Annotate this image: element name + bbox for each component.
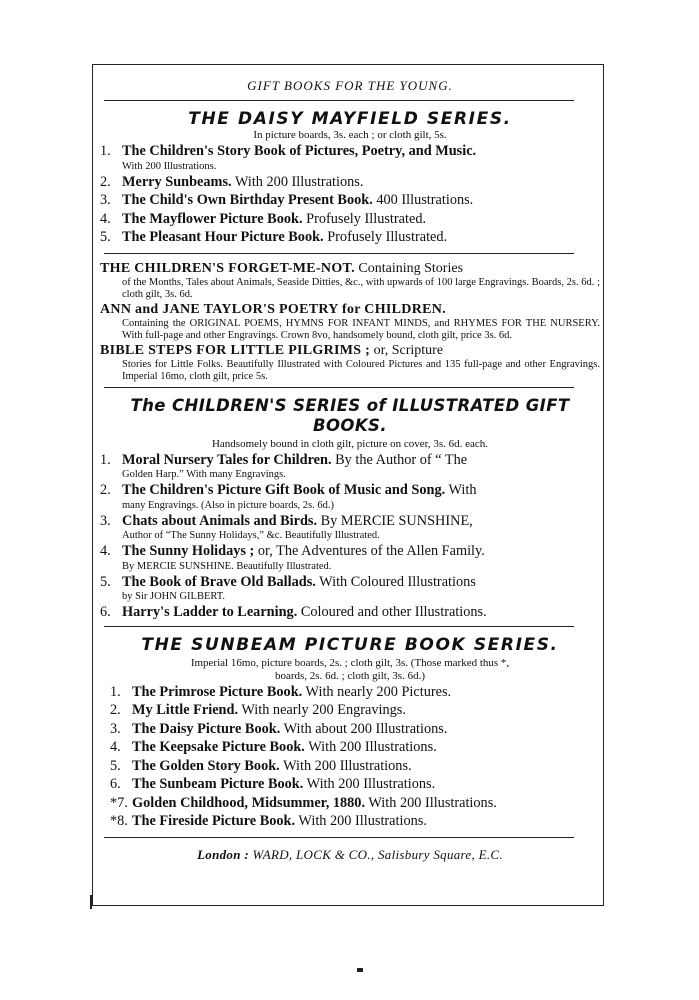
- item-description: Profusely Illustrated.: [327, 229, 448, 245]
- item-title: The Sunbeam Picture Book.: [132, 776, 304, 792]
- item-number: *8.: [110, 813, 128, 829]
- item-title: The Children's Picture Gift Book of Music and Song.: [122, 482, 446, 498]
- list-item: [100, 573, 600, 592]
- item-number: 4.: [100, 210, 111, 227]
- list-item: [110, 701, 600, 720]
- item-number: 1.: [100, 143, 111, 159]
- page-header: GIFT BOOKS FOR THE YOUNG.: [247, 78, 453, 93]
- childrens-series-list: [100, 451, 600, 622]
- item-number: 3.: [100, 512, 111, 529]
- item-number: 5.: [100, 229, 111, 245]
- list-item: [100, 603, 600, 622]
- item-number: 3.: [100, 192, 111, 208]
- item-title: The Pleasant Hour Picture Book.: [122, 229, 324, 245]
- item-note: By MERCIE SUNSHINE. Beautifully Illustrated.: [122, 560, 332, 572]
- item-description: With 200 Illustrations.: [234, 173, 364, 190]
- sunbeam-series-price: Imperial 16mo, picture boards, 2s. ; cloth gilt, 3s. (Those marked thus *,: [190, 656, 510, 669]
- item-description: With 200 Illustrations.: [308, 739, 437, 755]
- book-title: THE CHILDREN'S FORGET-ME-NOT.: [100, 260, 355, 276]
- list-item: [100, 481, 600, 500]
- book-description: Containing Stories: [358, 260, 464, 276]
- item-number: 2.: [110, 702, 121, 718]
- item-title: The Child's Own Birthday Present Book.: [122, 192, 373, 208]
- childrens-series-title: The CHILDREN'S SERIES of ILLUSTRATED GIFT BOOKS.: [130, 395, 570, 435]
- item-note: many Engravings. (Also in picture boards, 2s. 6d.): [122, 499, 335, 511]
- book-note: Stories for Little Folks. Beautifully Illustrated with Coloured Pictures and 135 full-page and other Engravings. Imperial 16mo, cloth gilt, price 5s.: [122, 358, 600, 382]
- list-item: [110, 775, 600, 794]
- book-note: Containing the ORIGINAL POEMS, HYMNS FOR INFANT MINDS, and RHYMES FOR THE NURSERY. With full-page and other Engravings. Crown 8vo, handsomely bound, cloth gilt, price 3s. 6d.: [122, 317, 600, 341]
- list-item: [100, 228, 600, 247]
- sunbeam-series-title: THE SUNBEAM PICTURE BOOK SERIES.: [141, 634, 559, 655]
- list-item: [110, 683, 600, 702]
- list-item: [100, 512, 600, 531]
- list-item: [100, 191, 600, 210]
- sunbeam-series-price-2: boards, 2s. 6d. ; cloth gilt, 3s. 6d.): [274, 669, 426, 682]
- page-edge-mark: [90, 895, 92, 909]
- sunbeam-series-list: [100, 683, 600, 831]
- list-item: [110, 738, 600, 757]
- book-description: or, Scripture: [373, 342, 444, 358]
- item-title: The Fireside Picture Book.: [132, 813, 296, 829]
- item-title: The Keepsake Picture Book.: [132, 739, 305, 755]
- imprint-publisher: WARD, LOCK & CO., Salisbury Square, E.C.: [252, 846, 503, 862]
- list-item: [100, 210, 600, 229]
- item-description: With about 200 Illustrations.: [283, 720, 448, 737]
- item-title: The Golden Story Book.: [132, 757, 280, 774]
- item-number: 1.: [100, 451, 111, 468]
- item-number: *7.: [110, 794, 128, 811]
- item-title: Chats about Animals and Birds.: [122, 512, 318, 529]
- daisy-series-price: In picture boards, 3s. each ; or cloth gilt, 5s.: [253, 129, 447, 141]
- item-title: The Book of Brave Old Ballads.: [122, 573, 316, 590]
- item-number: 4.: [100, 543, 111, 559]
- item-description: With nearly 200 Engravings.: [241, 702, 406, 718]
- list-item: [110, 794, 600, 813]
- list-item: [100, 451, 600, 470]
- item-description: With: [448, 482, 477, 498]
- divider: [104, 387, 574, 388]
- item-number: 5.: [100, 573, 111, 590]
- item-description: With 200 Illustrations.: [283, 757, 412, 774]
- daisy-series-title: THE DAISY MAYFIELD SERIES.: [188, 109, 512, 129]
- divider: [104, 626, 574, 627]
- advertisement-page: [100, 66, 600, 863]
- list-item: [100, 542, 600, 561]
- item-number: 2.: [100, 482, 111, 498]
- item-description: or, The Adventures of the Allen Family.: [257, 543, 485, 559]
- book-title: BIBLE STEPS FOR LITTLE PILGRIMS ;: [100, 342, 371, 358]
- item-note: With 200 Illustrations.: [122, 160, 217, 172]
- item-title: The Primrose Picture Book.: [132, 683, 303, 700]
- item-description: Coloured and other Illustrations.: [300, 604, 487, 620]
- item-title: The Mayflower Picture Book.: [122, 210, 303, 227]
- item-number: 2.: [100, 173, 111, 190]
- item-description: By the Author of “ The: [335, 451, 468, 468]
- item-description: With Coloured Illustrations: [319, 573, 476, 590]
- standalone-books: [100, 260, 600, 383]
- list-item: [110, 757, 600, 776]
- list-item: [100, 142, 600, 161]
- item-title: My Little Friend.: [132, 702, 239, 718]
- book-note: of the Months, Tales about Animals, Seaside Ditties, &c., with upwards of 100 large Engravings. Boards, 2s. 6d. ; cloth gilt, 3s. 6d.: [122, 276, 600, 300]
- item-number: 1.: [110, 683, 121, 700]
- item-number: 5.: [110, 757, 121, 774]
- list-item: [110, 720, 600, 739]
- item-description: By MERCIE SUNSHINE,: [320, 512, 473, 529]
- item-title: The Sunny Holidays ;: [122, 543, 255, 559]
- item-title: Moral Nursery Tales for Children.: [122, 451, 332, 468]
- item-description: 400 Illustrations.: [376, 192, 474, 208]
- item-number: 6.: [100, 604, 111, 620]
- item-title: Harry's Ladder to Learning.: [122, 604, 298, 620]
- item-title: The Children's Story Book of Pictures, Poetry, and Music.: [122, 143, 477, 159]
- item-number: 3.: [110, 720, 121, 737]
- item-note: by Sir JOHN GILBERT.: [122, 591, 226, 602]
- daisy-series-list: [100, 142, 600, 247]
- item-description: With nearly 200 Pictures.: [305, 683, 452, 700]
- page-mark: [357, 968, 363, 972]
- childrens-series-price: Handsomely bound in cloth gilt, picture on cover, 3s. 6d. each.: [211, 437, 489, 450]
- imprint-place: London :: [197, 846, 249, 862]
- item-description: Profusely Illustrated.: [306, 210, 427, 227]
- book-entry: [100, 342, 600, 359]
- divider: [104, 837, 574, 838]
- item-description: With 200 Illustrations.: [368, 794, 497, 811]
- item-description: With 200 Illustrations.: [298, 813, 427, 829]
- list-item: [110, 812, 600, 831]
- book-title: ANN and JANE TAYLOR'S POETRY for CHILDREN.: [100, 301, 446, 317]
- item-title: Merry Sunbeams.: [122, 173, 232, 190]
- item-note: Golden Harp.” With many Engravings.: [122, 469, 286, 480]
- divider: [104, 253, 574, 254]
- item-title: The Daisy Picture Book.: [132, 720, 281, 737]
- item-description: With 200 Illustrations.: [306, 776, 436, 792]
- publisher-imprint: [100, 847, 600, 863]
- book-entry: [100, 301, 600, 318]
- item-title: Golden Childhood, Midsummer, 1880.: [132, 794, 366, 811]
- item-number: 6.: [110, 776, 121, 792]
- book-entry: [100, 260, 600, 277]
- divider: [104, 100, 574, 101]
- item-note: Author of “The Sunny Holidays,” &c. Beautifully Illustrated.: [122, 530, 380, 541]
- list-item: [100, 173, 600, 192]
- item-number: 4.: [110, 739, 121, 755]
